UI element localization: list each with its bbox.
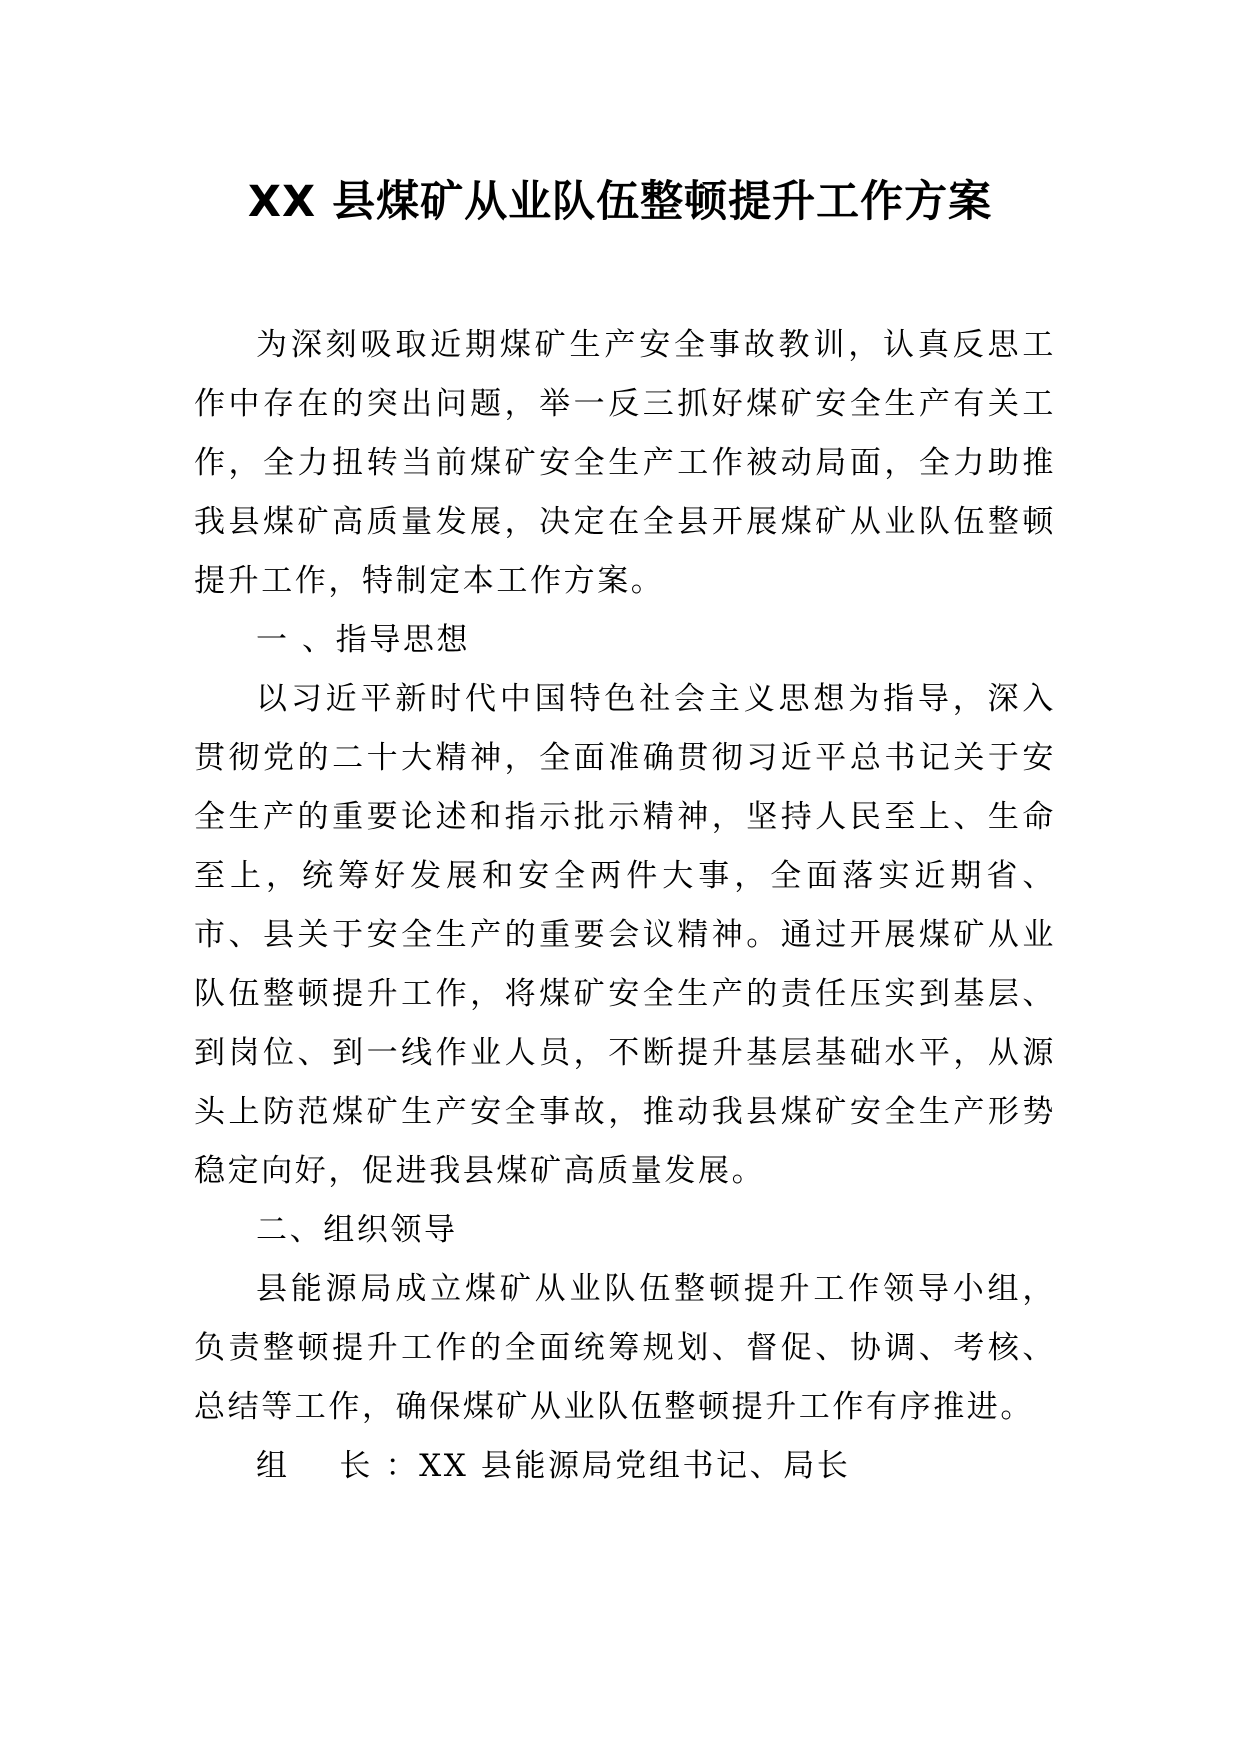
section-heading-guiding-thought: 一 、指导思想 — [256, 622, 471, 658]
guiding-thought-paragraph: 以习近平新时代中国特色社会主义思想为指导，深入贯彻党的二十大精神，全面准确贯彻习近平总书记关于安全生产的重要论述和指示批示精神，坚持人民至上、生命至上，统筹好发展和安全两件大事，全面落实近期省、市、县关于安全生产的重要会议精神。通过开展煤矿从业队伍整顿提升工作，将煤矿安全生产的责任压实到基层、到岗位、到一线作业人员，不断提升基层基础水平，从源头上防范煤矿生产安全事故，推动我县煤矿安全生产形势稳定向好，促进我县煤矿高质量发展。 — [194, 681, 1056, 1189]
document-body — [194, 316, 1056, 1496]
organization-paragraph: 县能源局成立煤矿从业队伍整顿提升工作领导小组，负责整顿提升工作的全面统筹规划、督促、协调、考核、总结等工作，确保煤矿从业队伍整顿提升工作有序推进。 — [194, 1271, 1056, 1425]
document-title: XX 县煤矿从业队伍整顿提升工作方案 — [247, 177, 993, 227]
group-leader-line: 组 长 ：XX 县能源局党组书记、局长 — [256, 1448, 851, 1484]
section-heading-organization: 二、组织领导 — [256, 1212, 458, 1248]
intro-paragraph: 为深刻吸取近期煤矿生产安全事故教训，认真反思工作中存在的突出问题，举一反三抓好煤矿安全生产有关工作，全力扭转当前煤矿安全生产工作被动局面，全力助推我县煤矿高质量发展，决定在全县开展煤矿从业队伍整顿提升工作，特制定本工作方案。 — [194, 327, 1056, 599]
